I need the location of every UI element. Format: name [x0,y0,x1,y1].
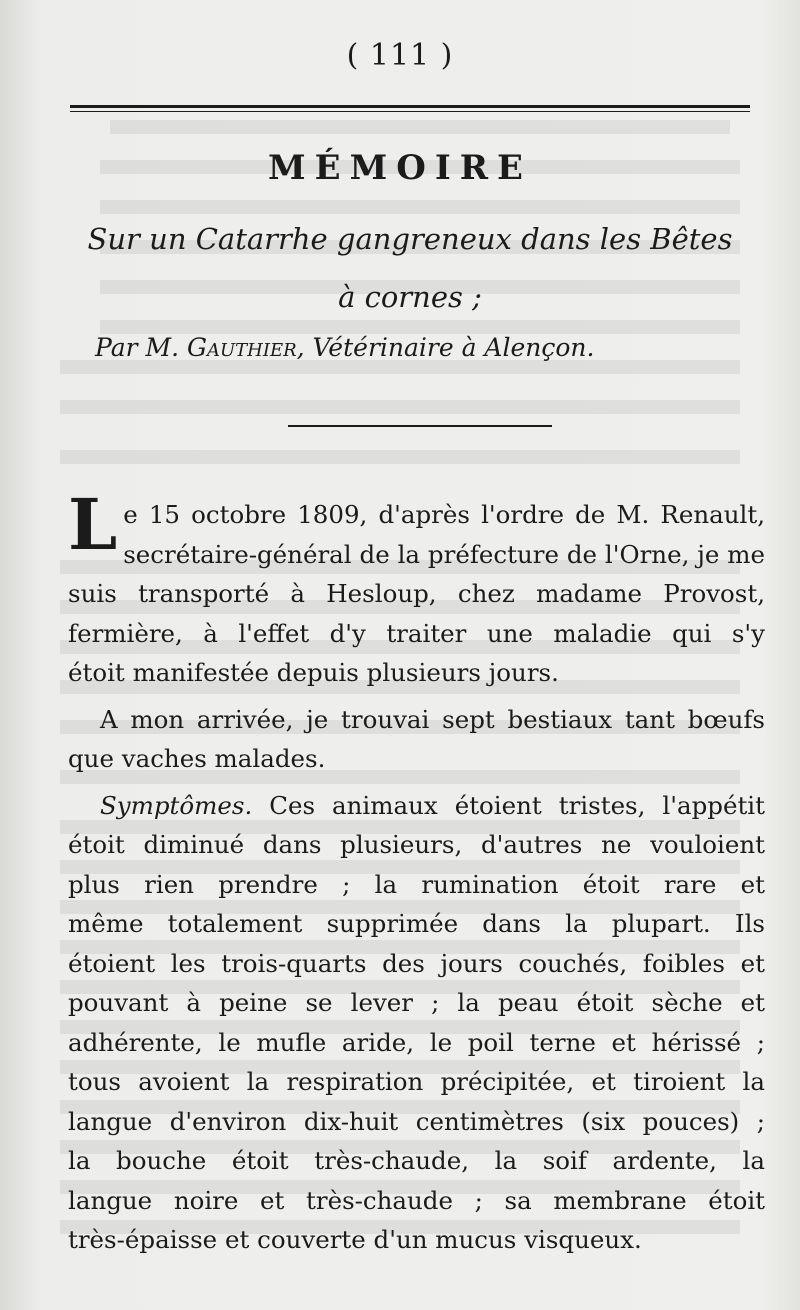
text-line: suis transporté à Hesloup, chez madame Provost, [68,579,765,608]
section-lead: Symptômes. [100,790,253,820]
text-line: très-épaisse et couverte d'un mucus visqueux. [68,1225,642,1254]
text-line: étoit diminué dans plusieurs, d'autres ne vouloient [68,830,765,859]
byline-prefix: Par M. [95,333,187,362]
text-line: adhérente, le mufle aride, le poil terne et hérissé ; [68,1027,765,1057]
header-rule [70,105,750,108]
text-line: la bouche étoit très-chaude, la soif ardente, la [68,1146,765,1175]
text-line: pouvant à peine se lever ; la peau étoit sèche et [68,988,765,1017]
drop-cap: L [68,483,118,566]
paragraph [68,483,765,693]
author-name: Gauthier [187,333,297,362]
page-number: ( 111 ) [346,38,454,73]
text-line [68,786,765,826]
text-line: secrétaire-général de la préfecture de l'Orne, je me [123,539,765,569]
paragraph-gap [68,693,765,700]
paragraph-gap [68,779,765,786]
text-line: e 15 octobre 1809, d'après l'ordre de M. Renault, [123,500,765,529]
text-line: que vaches malades. [68,744,326,773]
section-rule [288,425,552,427]
text-line: étoient les trois-quarts des jours couchés, foibles et [68,948,765,978]
text-line: même totalement supprimée dans la plupart. Ils [68,909,765,938]
byline-suffix: , Vétérinaire à Alençon. [296,333,595,362]
text-line: étoit manifestée depuis plusieurs jours. [68,658,559,687]
text-line: tous avoient la respiration précipitée, et tiroient la [68,1067,765,1096]
article-body [68,483,765,1260]
text-line: A mon arrivée, je trouvai sept bestiaux tant bœufs [100,704,765,734]
text-line: plus rien prendre ; la rumination étoit rare et [68,869,765,899]
lead-rest: Ces animaux étoient tristes, l'appétit [252,790,765,820]
text-line: fermière, à l'effet d'y traiter une maladie qui s'y [68,618,765,648]
subtitle-line: Sur un Catarrhe gangreneux dans les Bêtes [87,222,733,256]
paragraph [68,786,765,1260]
paragraph [68,700,765,779]
subtitle-line: à cornes ; [338,280,482,314]
author-byline [95,333,594,362]
text-line: langue d'environ dix-huit centimètres (six pouces) ; [68,1106,765,1136]
article-subtitle [60,210,760,326]
article-heading: MÉMOIRE [268,148,532,188]
text-line: langue noire et très-chaude ; sa membrane étoit [68,1185,765,1215]
